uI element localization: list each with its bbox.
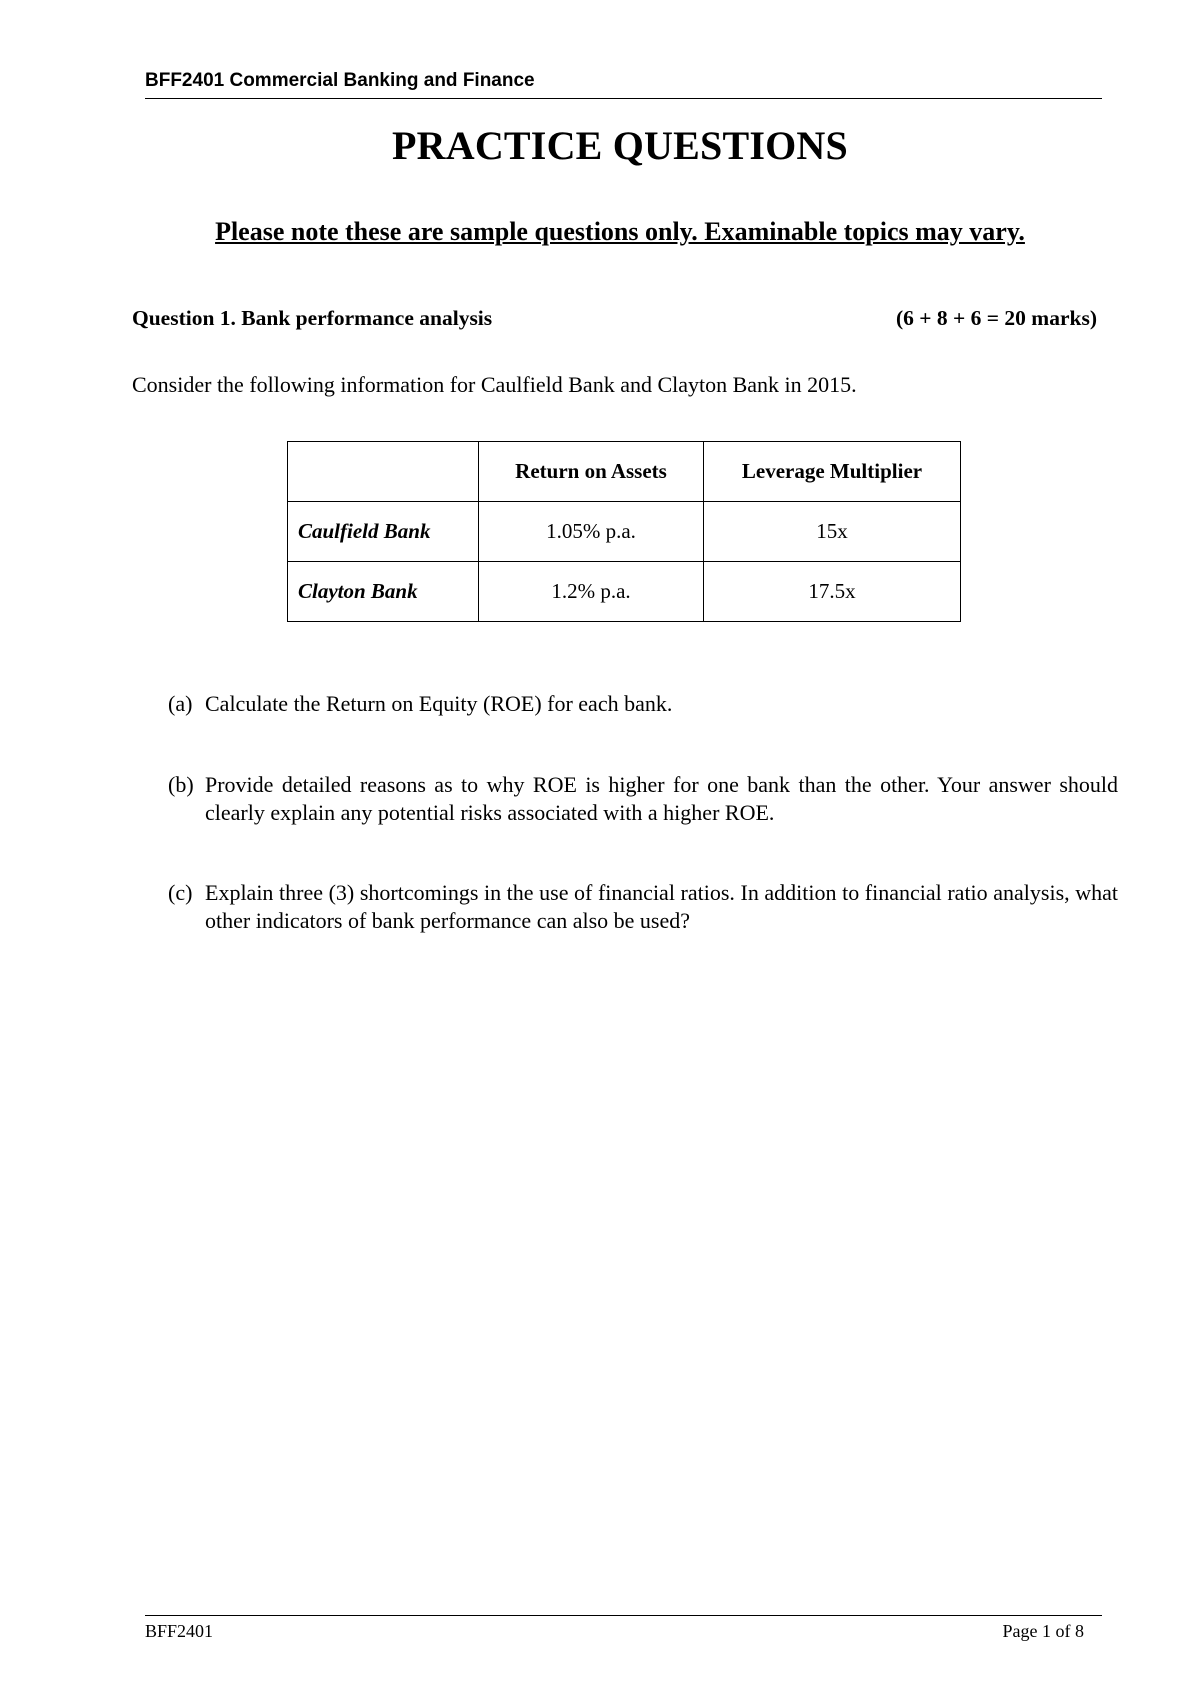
bank-name-cell: Caulfield Bank: [288, 502, 479, 562]
part-text: Provide detailed reasons as to why ROE is higher for one bank than the other. Your answer should clearly explain any potential risks associated with a higher ROE.: [205, 772, 1118, 825]
page-number: Page 1 of 8: [1002, 1621, 1084, 1641]
table-header-cell: Leverage Multiplier: [704, 442, 961, 502]
table-row: [288, 502, 961, 562]
page-footer: [145, 1615, 1102, 1642]
question-heading: [132, 306, 1097, 331]
table-header-cell: [288, 442, 479, 502]
footer-course-code: BFF2401: [145, 1621, 214, 1641]
question-part-c: [168, 879, 1118, 935]
part-text: Calculate the Return on Equity (ROE) for each bank.: [205, 691, 673, 716]
table-header-row: [288, 442, 961, 502]
sample-notice: Please note these are sample questions only. Examinable topics may vary.: [215, 217, 1025, 246]
page-header: [145, 70, 1102, 99]
bank-data-table: [287, 441, 961, 622]
roa-cell: 1.05% p.a.: [479, 502, 704, 562]
table-header-cell: Return on Assets: [479, 442, 704, 502]
course-title: BFF2401 Commercial Banking and Finance: [145, 70, 535, 91]
question-part-a: [168, 690, 1118, 718]
part-text: Explain three (3) shortcomings in the use of financial ratios. In addition to financial ratio analysis, what other indicators of bank performance can also be used?: [205, 880, 1118, 933]
question-title: Question 1. Bank performance analysis: [132, 306, 493, 330]
page-title: PRACTICE QUESTIONS: [392, 123, 848, 168]
part-label: (c): [168, 880, 193, 905]
leverage-cell: 15x: [704, 502, 961, 562]
bank-name-cell: Clayton Bank: [288, 562, 479, 622]
roa-cell: 1.2% p.a.: [479, 562, 704, 622]
leverage-cell: 17.5x: [704, 562, 961, 622]
part-label: (b): [168, 772, 194, 797]
table-row: [288, 562, 961, 622]
question-part-b: [168, 771, 1118, 827]
part-label: (a): [168, 691, 193, 716]
question-intro: Consider the following information for Caulfield Bank and Clayton Bank in 2015.: [132, 372, 857, 397]
question-marks: (6 + 8 + 6 = 20 marks): [896, 306, 1097, 330]
